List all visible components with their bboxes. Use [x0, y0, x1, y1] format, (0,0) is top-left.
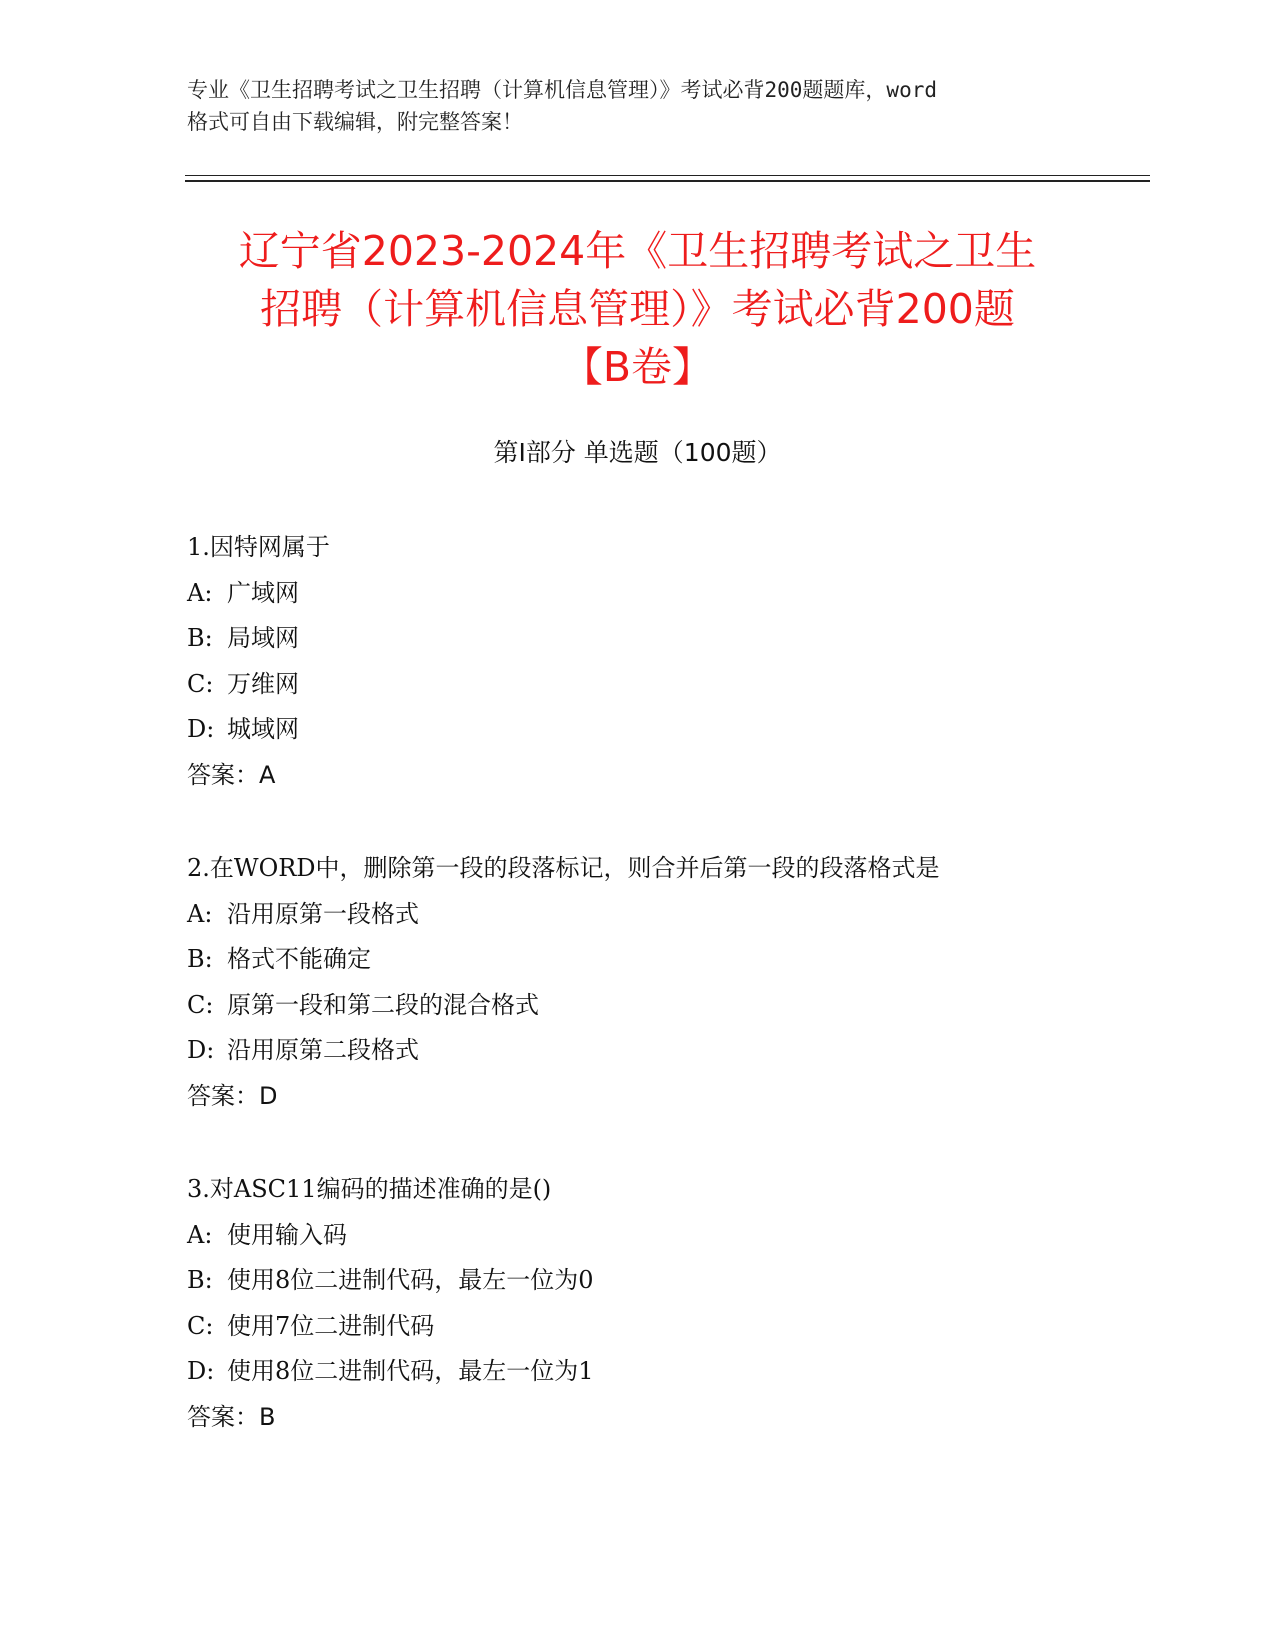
option-d — [187, 1349, 1187, 1395]
title-line-1: 辽宁省2023-2024年《卫生招聘考试之卫生 — [238, 227, 1037, 275]
option-key: B: — [187, 945, 213, 973]
header-note-line-2: 格式可自由下载编辑，附完整答案！ — [187, 110, 523, 134]
option-key: C: — [187, 990, 214, 1019]
option-text: 使用7位二进制代码 — [227, 1311, 435, 1340]
title-line-2: 招聘（计算机信息管理）》考试必背200题 — [260, 285, 1015, 333]
question-stem: 2.在WORD中，删除第一段的段落标记，则合并后第一段的段落格式是 — [187, 854, 940, 882]
option-c — [187, 983, 1187, 1029]
option-key: C: — [187, 1311, 214, 1340]
option-a — [187, 571, 1187, 617]
question-stem: 1.因特网属于 — [187, 533, 330, 561]
option-text: 广域网 — [227, 578, 299, 607]
option-key: A: — [187, 899, 213, 928]
option-key: D: — [187, 1357, 215, 1385]
option-text: 局域网 — [227, 624, 299, 652]
option-key: A: — [187, 1220, 213, 1249]
question-list — [187, 525, 1187, 1488]
option-d — [187, 1028, 1187, 1074]
option-text: 使用8位二进制代码，最左一位为1 — [227, 1357, 594, 1385]
option-b — [187, 937, 1187, 983]
option-text: 原第一段和第二段的混合格式 — [227, 990, 539, 1019]
option-key: D: — [187, 1036, 215, 1064]
option-b — [187, 1258, 1187, 1304]
answer-line: 答案：B — [187, 1402, 276, 1431]
option-text: 沿用原第一段格式 — [227, 899, 419, 928]
option-key: B: — [187, 624, 213, 652]
option-a — [187, 1213, 1187, 1259]
option-b — [187, 616, 1187, 662]
option-c — [187, 662, 1187, 708]
option-text: 格式不能确定 — [227, 945, 371, 973]
header-note-line-1: 专业《卫生招聘考试之卫生招聘（计算机信息管理）》考试必背200题题库，word — [187, 78, 937, 102]
option-text: 城域网 — [227, 715, 299, 743]
header-note — [187, 74, 1087, 138]
option-text: 沿用原第二段格式 — [227, 1036, 419, 1064]
header-rule-thick — [185, 180, 1150, 182]
question-1 — [187, 525, 1187, 798]
answer-line: 答案：D — [187, 1081, 278, 1110]
option-c — [187, 1304, 1187, 1350]
option-key: A: — [187, 578, 213, 607]
answer-line: 答案：A — [187, 760, 276, 789]
section-heading: 第Ⅰ部分 单选题（100题） — [493, 438, 782, 467]
option-text: 万维网 — [227, 669, 299, 698]
option-key: D: — [187, 715, 215, 743]
option-key: C: — [187, 669, 214, 698]
option-d — [187, 707, 1187, 753]
document-title — [160, 222, 1115, 396]
option-key: B: — [187, 1266, 213, 1294]
header-rule-thin — [185, 175, 1150, 176]
option-a — [187, 892, 1187, 938]
option-text: 使用输入码 — [227, 1220, 347, 1249]
question-3 — [187, 1167, 1187, 1440]
question-stem: 3.对ASC11编码的描述准确的是() — [187, 1175, 552, 1203]
question-2 — [187, 846, 1187, 1119]
option-text: 使用8位二进制代码，最左一位为0 — [227, 1266, 594, 1294]
title-line-3: 【B卷】 — [561, 343, 714, 391]
